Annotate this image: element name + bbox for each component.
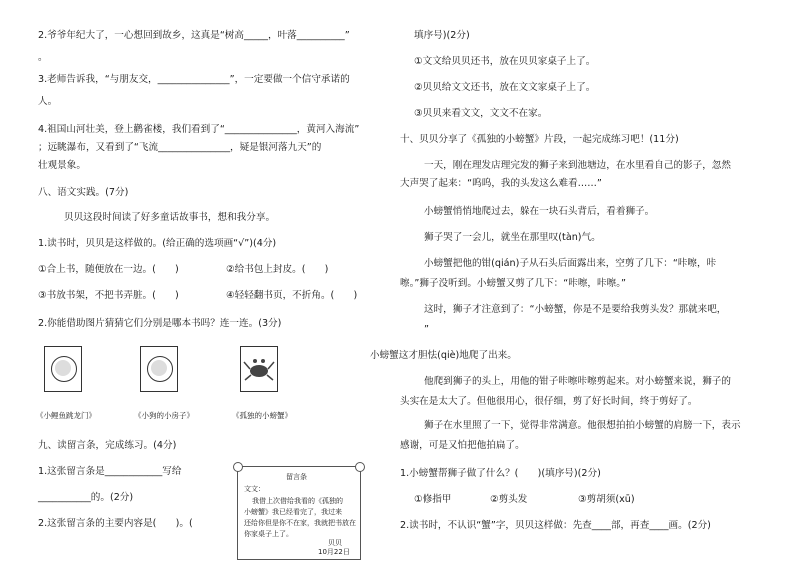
note-date: 10月22日: [318, 548, 350, 556]
note-line: 我借上次借给我看的《孤独的: [252, 497, 343, 505]
book-caption-1: 《小鲤鱼跳龙门》: [36, 411, 96, 420]
option-4: ④轻轻翻书页，不折角。( ): [226, 290, 358, 301]
passage-paragraph: 他爬到狮子的头上，用他的钳子咔嚓咔嚓剪起来。对小螃蟹来说，狮子的: [424, 376, 731, 387]
passage-paragraph: 小螃蟹悄悄地爬过去，躲在一块石头背后，看着狮子。: [424, 206, 655, 217]
passage-paragraph: 小螃蟹把他的钳(qián)子从石头后面露出来，空剪了几下：“咔嚓，咔: [424, 258, 717, 269]
passage-paragraph-cont: ”: [424, 324, 429, 335]
section-8-heading: 八、语文实践。(7分): [38, 187, 129, 198]
question-10-1: 1.小螃蟹帮狮子做了什么？( )(填序号)(2分): [400, 468, 601, 479]
answer-option-1: ①修指甲: [414, 494, 452, 505]
question-2-end: 。: [38, 52, 48, 63]
question-4: 4.祖国山河壮美，登上鹳雀楼，我们看到了“_______________，黄河入海流”: [38, 124, 360, 135]
passage-paragraph: 这时，狮子才注意到了：“小螃蟹，你是不是要给我剪头发？那就来吧，: [424, 304, 727, 315]
right-column: [370, 0, 794, 561]
question-9-1: 1.这张留言条是____________写给: [38, 466, 182, 477]
section-9-heading: 九、读留言条，完成练习。(4分): [38, 440, 177, 451]
book-caption-2: 《小狗的小房子》: [134, 411, 194, 420]
question-2: 2.爷爷年纪大了，一心想回到故乡，这真是“树高_____，叶落__________”: [38, 30, 350, 41]
question-4-end: 壮观景象。: [38, 160, 86, 171]
answer-option-2: ②剪头发: [490, 494, 528, 505]
passage-paragraph: 一天，刚在理发店理完发的狮子来到池塘边，在水里看自己的影子，忽然: [424, 160, 731, 171]
book-picture-carp: [44, 346, 82, 392]
note-pin-icon: [355, 462, 365, 472]
passage-paragraph: 狮子哭了一会儿，就坐在那里叹(tàn)气。: [424, 232, 601, 243]
option-2: ②给书包上封皮。( ): [226, 264, 329, 275]
passage-paragraph-cont: 大声哭了起来：“呜呜，我的头发这么难看……”: [400, 178, 602, 189]
answer-option-3: ③剪胡须(xū): [578, 494, 635, 505]
option-1: ①合上书，随便放在一边。( ): [38, 264, 179, 275]
passage-paragraph-cont: 感谢，可是又怕把他拍扁了。: [400, 440, 525, 451]
question-3: 3.老师告诉我，“与朋友交，_______________”，一定要做一个信守承诺的: [38, 74, 350, 85]
note-line: 你家桌子上了。: [244, 530, 293, 538]
question-4-cont: ；远眺瀑布，又看到了“飞流_______________，疑是银河落九天”的: [38, 142, 322, 153]
passage-paragraph: 狮子在水里照了一下，觉得非常满意。他很想拍拍小螃蟹的肩膀一下，表示: [424, 420, 741, 431]
choice-1: ①文文给贝贝还书，放在贝贝家桌子上了。: [414, 56, 596, 67]
choice-2: ②贝贝给文文还书，放在文文家桌子上了。: [414, 82, 596, 93]
question-8-1: 1.读书时，贝贝是这样做的。(给正确的选项画“√”)(4分): [38, 238, 277, 249]
question-9-2-cont: 填序号)(2分): [414, 30, 470, 41]
note-signature: 贝贝: [328, 539, 342, 547]
note-line: 小螃蟹》我已经看完了，我过来: [244, 508, 342, 516]
section-10-heading: 十、贝贝分享了《孤独的小螃蟹》片段，一起完成练习吧！(11分): [400, 134, 679, 145]
choice-3: ③贝贝来看文文，文文不在家。: [414, 108, 548, 119]
book-picture-dog: [140, 346, 178, 392]
book-picture-crab: [240, 346, 278, 392]
note-title: 留言条: [286, 473, 307, 481]
question-9-1-cont: ___________的。(2分): [38, 492, 134, 503]
option-3: ③书放书架，不把书弄脏。( ): [38, 290, 179, 301]
question-3-cont: 人。: [38, 96, 58, 107]
section-8-intro: 贝贝这段时间读了好多童话故事书，想和我分享。: [64, 212, 276, 223]
note-pin-icon: [233, 462, 243, 472]
passage-paragraph-cont: 嚓。”狮子没听到。小螃蟹又剪了几下：“咔嚓，咔嚓。”: [400, 278, 626, 289]
passage-paragraph: 小螃蟹这才胆怯(qiè)地爬了出来。: [370, 350, 517, 361]
question-8-2: 2.你能借助图片猜猜它们分别是哪本书吗？连一连。(3分): [38, 318, 282, 329]
passage-paragraph-cont: 头实在是太大了。但他很用心，很仔细，剪了好长时间，终于剪好了。: [400, 396, 698, 407]
note-line: 还给你但是你不在家，我就把书放在: [244, 519, 356, 527]
message-note: [237, 466, 361, 560]
question-10-2: 2.读书时，不认识“蟹”字，贝贝这样做：先查____部，再查____画。(2分): [400, 520, 711, 531]
book-caption-3: 《孤独的小螃蟹》: [232, 411, 292, 420]
question-9-2: 2.这张留言条的主要内容是( )。(: [38, 518, 193, 529]
note-recipient: 文文：: [244, 485, 265, 493]
